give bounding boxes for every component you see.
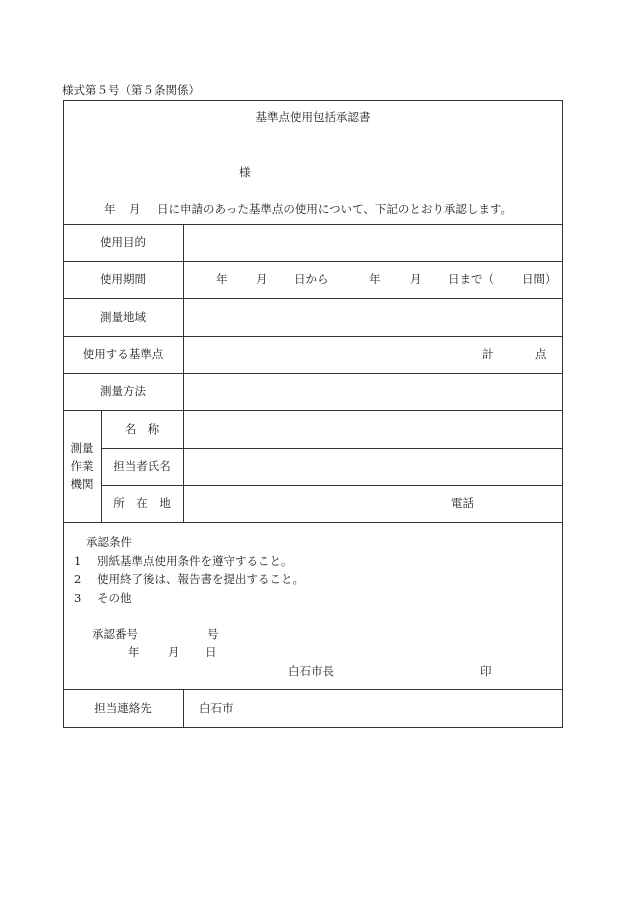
area-label: 測量地域 — [100, 310, 146, 324]
agency-person-label: 担当者氏名 — [113, 459, 171, 473]
row-divider — [63, 336, 563, 337]
table-right-border — [562, 100, 563, 728]
contact-value: 白石市 — [199, 701, 234, 715]
document-title: 基準点使用包括承認書 — [255, 110, 371, 124]
points-total-label: 計 — [482, 347, 494, 361]
row-divider — [63, 224, 563, 225]
intro-text: 日に申請のあった基準点の使用について、下記のとおり承認します。 — [157, 202, 513, 216]
period-label: 使用期間 — [100, 272, 146, 286]
condition-text: 別紙基準点使用条件を遵守すること。 — [97, 554, 293, 568]
condition-text: その他 — [97, 591, 132, 605]
conditions-heading: 承認条件 — [86, 535, 132, 549]
row-divider — [101, 448, 563, 449]
approval-date-day: 日 — [205, 645, 217, 659]
condition-number: 1 — [74, 554, 82, 568]
condition-text: 使用終了後は、報告書を提出すること。 — [97, 572, 304, 586]
points-unit: 点 — [535, 347, 547, 361]
period-end-year: 年 — [369, 272, 381, 286]
row-divider — [63, 298, 563, 299]
purpose-label: 使用目的 — [100, 235, 146, 249]
seal-mark: 印 — [480, 664, 492, 678]
agency-name-label: 名 称 — [124, 422, 160, 436]
row-divider — [63, 410, 563, 411]
approval-number-label: 承認番号 — [92, 627, 138, 641]
contact-label: 担当連絡先 — [94, 701, 152, 715]
approval-date-year: 年 — [128, 645, 140, 659]
period-start-year: 年 — [216, 272, 228, 286]
row-divider — [63, 522, 563, 523]
condition-number: 2 — [74, 572, 82, 586]
agency-group-label-line1: 測量 — [70, 441, 94, 455]
column-divider — [183, 689, 184, 728]
form-label: 様式第５号（第５条関係） — [62, 83, 200, 97]
points-label: 使用する基準点 — [82, 347, 164, 361]
table-bottom-border — [63, 727, 563, 728]
period-days: 日間） — [522, 272, 557, 286]
period-end-month: 月 — [410, 272, 422, 286]
row-divider — [63, 373, 563, 374]
agency-address-label: 所 在 地 — [113, 496, 171, 510]
period-start-month: 月 — [256, 272, 268, 286]
issuer-name: 白石市長 — [288, 664, 334, 678]
approval-date-month: 月 — [168, 645, 180, 659]
row-divider — [63, 689, 563, 690]
row-divider — [63, 261, 563, 262]
approval-number-suffix: 号 — [207, 627, 219, 641]
table-top-border — [63, 100, 563, 101]
table-left-border — [63, 100, 64, 728]
column-divider — [101, 410, 102, 523]
period-until: 日まで（ — [448, 272, 494, 286]
intro-year: 年 — [104, 202, 116, 216]
period-from: 日から — [294, 272, 329, 286]
method-label: 測量方法 — [100, 384, 146, 398]
intro-month: 月 — [129, 202, 141, 216]
row-divider — [101, 485, 563, 486]
column-divider — [183, 224, 184, 523]
condition-number: 3 — [74, 591, 82, 605]
agency-group-label-line3: 機関 — [70, 477, 94, 491]
agency-phone-label: 電話 — [451, 496, 474, 510]
addressee-suffix: 様 — [239, 165, 251, 179]
agency-group-label-line2: 作業 — [70, 459, 94, 473]
